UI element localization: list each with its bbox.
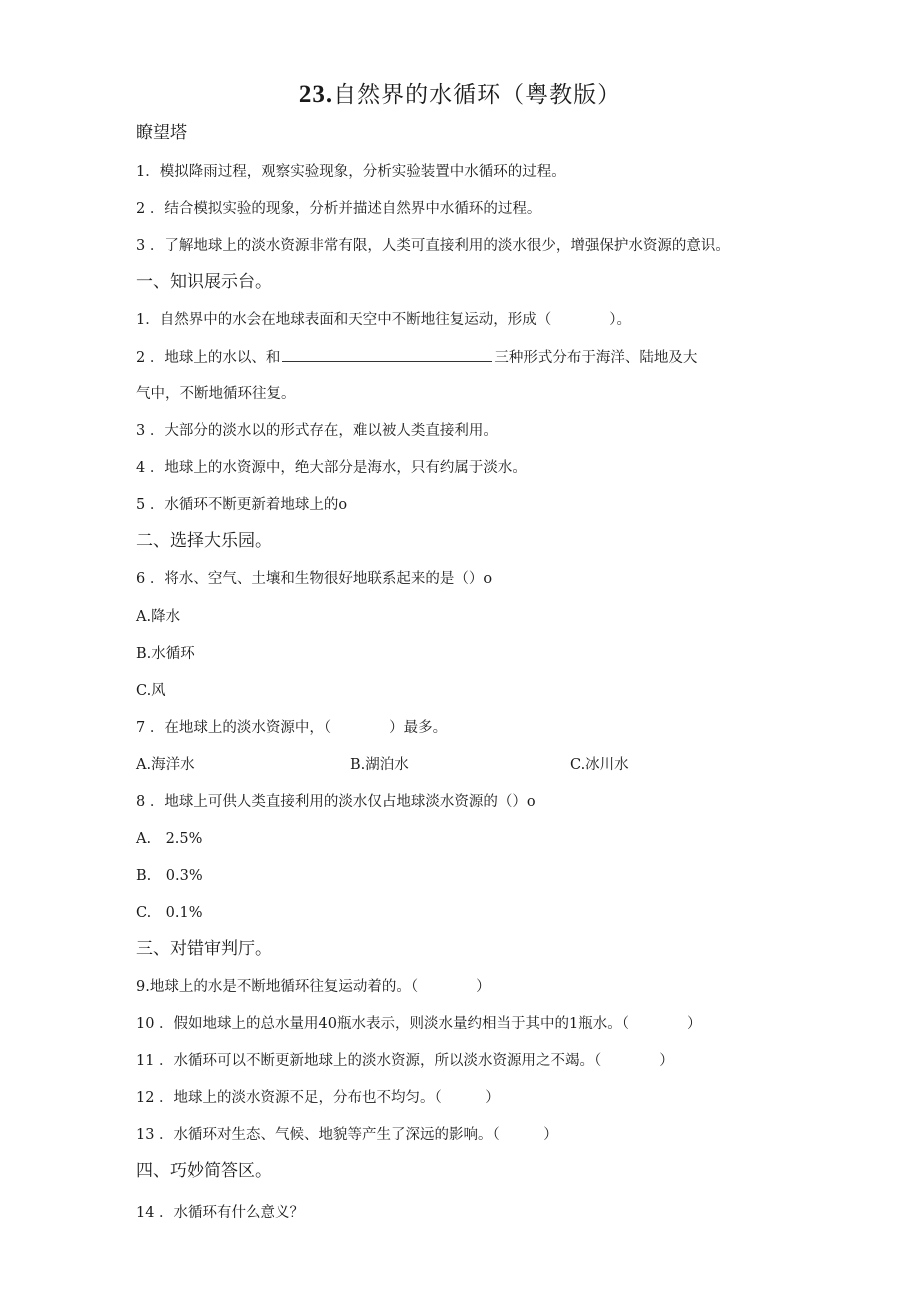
lookout-heading: 瞭望塔 xyxy=(136,123,187,143)
title-number: 23. xyxy=(298,81,334,108)
question-4: 4 ．地球上的水资源中，绝大部分是海水，只有约属于淡水。 xyxy=(136,460,527,476)
goal-2: 2 ．结合模拟实验的现象，分析并描述自然界中水循环的过程。 xyxy=(136,201,542,217)
question-7-option-c: C.冰川水 xyxy=(570,757,629,773)
question-3: 3 ．大部分的淡水以的形式存在，难以被人类直接利用。 xyxy=(136,423,498,439)
question-8-option-b: B. 0.3% xyxy=(136,868,203,884)
goal-1: 1．模拟降雨过程，观察实验现象，分析实验装置中水循环的过程。 xyxy=(136,164,566,180)
section2-heading: 二、选择大乐园。 xyxy=(136,531,272,551)
question-6-option-a: A.降水 xyxy=(136,609,181,625)
goal-3: 3 ．了解地球上的淡水资源非常有限，人类可直接利用的淡水很少，增强保护水资源的意识。 xyxy=(136,238,730,254)
question-5: 5 ．水循环不断更新着地球上的o xyxy=(136,497,348,513)
question-9: 9.地球上的水是不断地循环往复运动着的。（ ） xyxy=(136,979,491,995)
question-1: 1．自然界中的水会在地球表面和天空中不断地往复运动，形成（ ）。 xyxy=(136,312,631,328)
question-6-option-c: C.风 xyxy=(136,683,166,699)
question-13: 13 ．水循环对生态、气候、地貌等产生了深远的影响。（ ） xyxy=(136,1127,558,1143)
question-6: 6 ．将水、空气、土壤和生物很好地联系起来的是（）o xyxy=(136,571,493,587)
section4-heading: 四、巧妙简答区。 xyxy=(136,1161,272,1181)
question-8-option-a: A. 2.5% xyxy=(136,831,203,847)
question-7-option-b: B.湖泊水 xyxy=(350,757,409,773)
page-title xyxy=(0,80,920,110)
question-7: 7 ．在地球上的淡水资源中，（ ）最多。 xyxy=(136,720,448,736)
question-6-option-b: B.水循环 xyxy=(136,646,195,662)
question-2-continued: 气中，不断地循环往复。 xyxy=(136,386,296,402)
question-8: 8 ．地球上可供人类直接利用的淡水仅占地球淡水资源的（）o xyxy=(136,794,536,810)
question-14: 14 ．水循环有什么意义？ xyxy=(136,1205,305,1221)
title-text: 自然界的水循环（粤教版） xyxy=(333,82,622,108)
question-12: 12 ．地球上的淡水资源不足，分布也不均匀。（ ） xyxy=(136,1090,500,1106)
question-2-part2: 三种形式分布于海洋、陆地及大 xyxy=(494,350,698,366)
question-7-option-a: A.海洋水 xyxy=(136,757,195,773)
question-11: 11 ．水循环可以不断更新地球上的淡水资源，所以淡水资源用之不竭。（ ） xyxy=(136,1053,674,1069)
question-2-part1: 2 ．地球上的水以、和 xyxy=(136,350,281,366)
section1-heading: 一、知识展示台。 xyxy=(136,272,272,292)
fill-blank-line xyxy=(282,347,492,362)
section3-heading: 三、对错审判厅。 xyxy=(136,939,272,959)
question-10: 10 ．假如地球上的总水量用40瓶水表示，则淡水量约相当于其中的1瓶水。（ ） xyxy=(136,1016,702,1032)
question-2 xyxy=(136,347,697,368)
question-8-option-c: C. 0.1% xyxy=(136,905,203,921)
question-7-options xyxy=(136,755,629,775)
